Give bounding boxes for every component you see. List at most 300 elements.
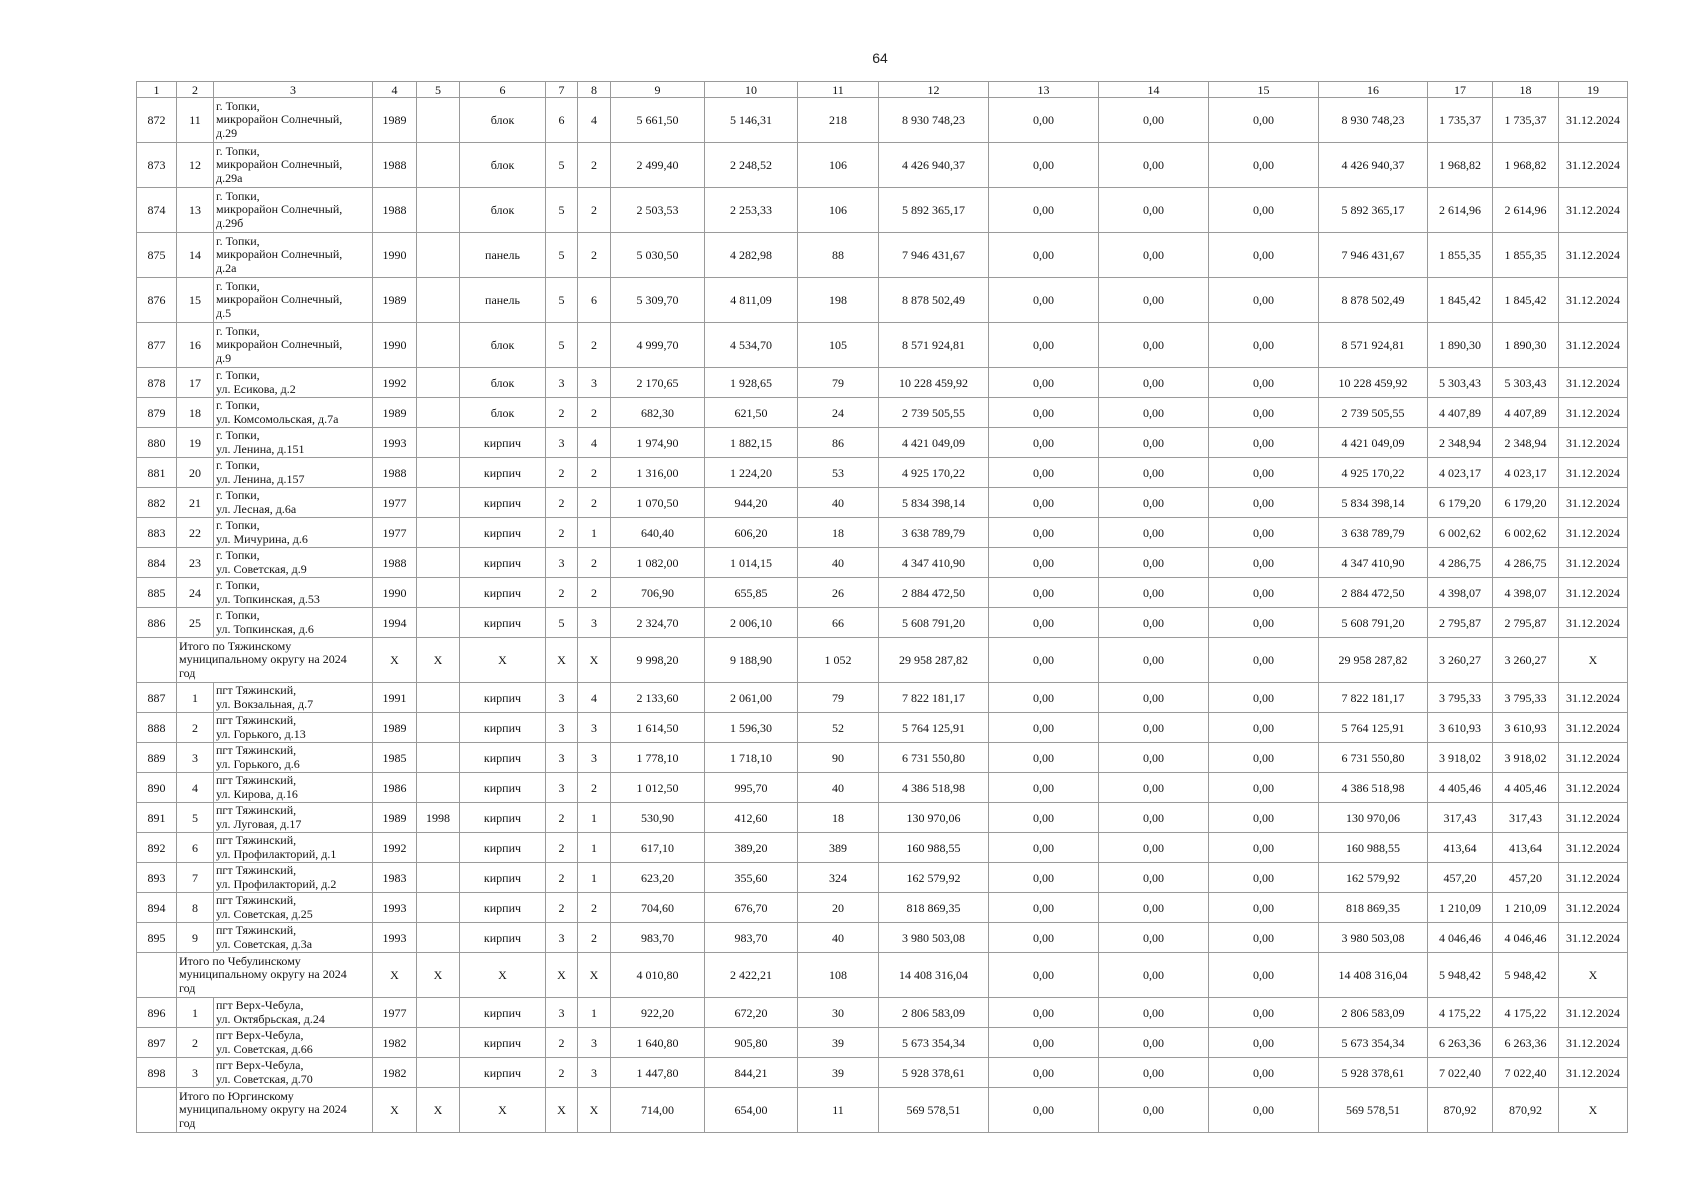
value-cell-6: кирпич <box>460 518 546 548</box>
value-cell-16: 3 638 789,79 <box>1319 518 1428 548</box>
value-cell-4: 1990 <box>373 323 417 368</box>
value-cell-8: 4 <box>578 428 611 458</box>
value-cell-6: кирпич <box>460 1058 546 1088</box>
row-number-cell: 894 <box>137 893 177 923</box>
value-cell-14: 0,00 <box>1099 143 1209 188</box>
row-number-cell: 878 <box>137 368 177 398</box>
value-cell-4: 1992 <box>373 368 417 398</box>
value-cell-13: 0,00 <box>989 518 1099 548</box>
table-body <box>137 98 1628 1133</box>
value-cell-16: 7 822 181,17 <box>1319 683 1428 713</box>
value-cell-11: 40 <box>798 488 879 518</box>
value-cell-13: 0,00 <box>989 428 1099 458</box>
value-cell-4: 1989 <box>373 398 417 428</box>
value-cell-11: 86 <box>798 428 879 458</box>
value-cell-4: 1993 <box>373 923 417 953</box>
value-cell-14: 0,00 <box>1099 863 1209 893</box>
column-header: 9 <box>611 82 705 98</box>
value-cell-17: 4 398,07 <box>1428 578 1493 608</box>
value-cell-19: 31.12.2024 <box>1559 743 1628 773</box>
value-cell-18: 317,43 <box>1493 803 1559 833</box>
value-cell-5: X <box>417 638 460 683</box>
row-index-cell: 1 <box>177 683 214 713</box>
value-cell-5 <box>417 233 460 278</box>
value-cell-11: 40 <box>798 773 879 803</box>
value-cell-5 <box>417 743 460 773</box>
value-cell-5 <box>417 188 460 233</box>
address-line: ул. Профилакторий, д.1 <box>216 846 337 861</box>
table-row <box>137 923 1628 953</box>
value-cell-10: 1 224,20 <box>705 458 798 488</box>
table-row <box>137 398 1628 428</box>
value-cell-16: 5 834 398,14 <box>1319 488 1428 518</box>
summary-spacer-cell <box>137 1088 177 1133</box>
value-cell-17: 5 948,42 <box>1428 953 1493 998</box>
value-cell-9: 5 309,70 <box>611 278 705 323</box>
value-cell-12: 4 386 518,98 <box>879 773 989 803</box>
value-cell-12: 3 638 789,79 <box>879 518 989 548</box>
value-cell-9: 1 082,00 <box>611 548 705 578</box>
value-cell-4: 1991 <box>373 683 417 713</box>
value-cell-5 <box>417 773 460 803</box>
value-cell-11: 20 <box>798 893 879 923</box>
address-cell <box>214 713 373 743</box>
value-cell-11: 105 <box>798 323 879 368</box>
value-cell-11: 40 <box>798 548 879 578</box>
summary-label-line: муниципальному округу на 2024 <box>179 652 347 667</box>
summary-label-line: год <box>179 980 196 995</box>
value-cell-15: 0,00 <box>1209 548 1319 578</box>
value-cell-8: 2 <box>578 323 611 368</box>
value-cell-12: 5 928 378,61 <box>879 1058 989 1088</box>
value-cell-15: 0,00 <box>1209 923 1319 953</box>
column-header: 15 <box>1209 82 1319 98</box>
row-index-cell: 17 <box>177 368 214 398</box>
value-cell-14: 0,00 <box>1099 368 1209 398</box>
summary-label-cell <box>177 638 373 683</box>
value-cell-8: 2 <box>578 233 611 278</box>
value-cell-5 <box>417 578 460 608</box>
address-line: д.2а <box>216 260 237 275</box>
value-cell-5 <box>417 428 460 458</box>
value-cell-7: 3 <box>546 923 578 953</box>
summary-label-line: год <box>179 665 196 680</box>
address-cell <box>214 578 373 608</box>
value-cell-17: 5 303,43 <box>1428 368 1493 398</box>
value-cell-11: 108 <box>798 953 879 998</box>
address-cell <box>214 518 373 548</box>
value-cell-4: 1986 <box>373 773 417 803</box>
row-number-cell: 885 <box>137 578 177 608</box>
value-cell-15: 0,00 <box>1209 953 1319 998</box>
address-line: д.5 <box>216 305 232 320</box>
value-cell-19: 31.12.2024 <box>1559 518 1628 548</box>
value-cell-9: 1 070,50 <box>611 488 705 518</box>
value-cell-9: 983,70 <box>611 923 705 953</box>
column-header: 6 <box>460 82 546 98</box>
value-cell-10: 1 718,10 <box>705 743 798 773</box>
address-line: д.29а <box>216 170 243 185</box>
value-cell-7: 2 <box>546 833 578 863</box>
value-cell-17: 4 405,46 <box>1428 773 1493 803</box>
value-cell-10: 944,20 <box>705 488 798 518</box>
value-cell-19: 31.12.2024 <box>1559 98 1628 143</box>
value-cell-14: 0,00 <box>1099 608 1209 638</box>
value-cell-10: 2 253,33 <box>705 188 798 233</box>
value-cell-7: 2 <box>546 458 578 488</box>
value-cell-13: 0,00 <box>989 548 1099 578</box>
table-row <box>137 323 1628 368</box>
address-line: г. Топки, <box>216 188 260 203</box>
address-line: ул. Лесная, д.6а <box>216 501 297 516</box>
value-cell-16: 4 386 518,98 <box>1319 773 1428 803</box>
value-cell-19: 31.12.2024 <box>1559 803 1628 833</box>
row-index-cell: 3 <box>177 743 214 773</box>
value-cell-10: 606,20 <box>705 518 798 548</box>
summary-label-line: год <box>179 1115 196 1130</box>
value-cell-7: 3 <box>546 548 578 578</box>
value-cell-7: 5 <box>546 188 578 233</box>
row-number-cell: 893 <box>137 863 177 893</box>
value-cell-16: 2 806 583,09 <box>1319 998 1428 1028</box>
value-cell-14: 0,00 <box>1099 398 1209 428</box>
address-line: г. Топки, <box>216 143 260 158</box>
value-cell-12: 5 673 354,34 <box>879 1028 989 1058</box>
value-cell-7: 2 <box>546 578 578 608</box>
table-row <box>137 233 1628 278</box>
value-cell-8: 2 <box>578 458 611 488</box>
value-cell-15: 0,00 <box>1209 143 1319 188</box>
table-row <box>137 548 1628 578</box>
value-cell-4: X <box>373 638 417 683</box>
summary-label-line: Итого по Тяжинскому <box>179 638 292 653</box>
address-line: ул. Горького, д.13 <box>216 726 306 741</box>
value-cell-15: 0,00 <box>1209 773 1319 803</box>
value-cell-18: 6 263,36 <box>1493 1028 1559 1058</box>
value-cell-13: 0,00 <box>989 233 1099 278</box>
address-line: ул. Профилакторий, д.2 <box>216 876 337 891</box>
value-cell-18: 5 303,43 <box>1493 368 1559 398</box>
value-cell-6: кирпич <box>460 803 546 833</box>
value-cell-16: 4 925 170,22 <box>1319 458 1428 488</box>
row-number-cell: 879 <box>137 398 177 428</box>
value-cell-19: 31.12.2024 <box>1559 233 1628 278</box>
value-cell-15: 0,00 <box>1209 833 1319 863</box>
value-cell-15: 0,00 <box>1209 428 1319 458</box>
row-index-cell: 25 <box>177 608 214 638</box>
address-line: ул. Комсомольская, д.7а <box>216 411 339 426</box>
value-cell-4: 1989 <box>373 803 417 833</box>
address-cell <box>214 398 373 428</box>
value-cell-18: 2 348,94 <box>1493 428 1559 458</box>
value-cell-19: 31.12.2024 <box>1559 1028 1628 1058</box>
address-line: г. Топки, <box>216 578 260 592</box>
address-line: пгт Тяжинский, <box>216 923 297 937</box>
row-number-cell: 890 <box>137 773 177 803</box>
value-cell-13: 0,00 <box>989 323 1099 368</box>
value-cell-6: кирпич <box>460 833 546 863</box>
value-cell-18: 4 023,17 <box>1493 458 1559 488</box>
summary-label-cell <box>177 1088 373 1133</box>
value-cell-17: 3 610,93 <box>1428 713 1493 743</box>
address-line: ул. Мичурина, д.6 <box>216 531 308 546</box>
value-cell-14: 0,00 <box>1099 278 1209 323</box>
table-row <box>137 1028 1628 1058</box>
row-index-cell: 18 <box>177 398 214 428</box>
column-header: 1 <box>137 82 177 98</box>
row-index-cell: 24 <box>177 578 214 608</box>
table-row <box>137 683 1628 713</box>
row-index-cell: 9 <box>177 923 214 953</box>
value-cell-19: 31.12.2024 <box>1559 188 1628 233</box>
value-cell-12: 2 739 505,55 <box>879 398 989 428</box>
row-number-cell: 887 <box>137 683 177 713</box>
value-cell-8: 3 <box>578 1028 611 1058</box>
value-cell-10: 654,00 <box>705 1088 798 1133</box>
value-cell-9: 623,20 <box>611 863 705 893</box>
column-header: 17 <box>1428 82 1493 98</box>
row-index-cell: 2 <box>177 713 214 743</box>
value-cell-13: 0,00 <box>989 578 1099 608</box>
address-cell <box>214 233 373 278</box>
value-cell-19: 31.12.2024 <box>1559 428 1628 458</box>
value-cell-5 <box>417 98 460 143</box>
value-cell-15: 0,00 <box>1209 608 1319 638</box>
value-cell-18: 3 918,02 <box>1493 743 1559 773</box>
value-cell-6: кирпич <box>460 998 546 1028</box>
value-cell-5 <box>417 488 460 518</box>
value-cell-19: 31.12.2024 <box>1559 1058 1628 1088</box>
address-line: г. Топки, <box>216 398 260 412</box>
value-cell-19: 31.12.2024 <box>1559 863 1628 893</box>
value-cell-9: 1 778,10 <box>611 743 705 773</box>
value-cell-14: 0,00 <box>1099 488 1209 518</box>
value-cell-6: кирпич <box>460 923 546 953</box>
value-cell-17: 317,43 <box>1428 803 1493 833</box>
value-cell-13: 0,00 <box>989 1088 1099 1133</box>
value-cell-5 <box>417 518 460 548</box>
address-line: пгт Верх-Чебула, <box>216 1058 304 1072</box>
value-cell-14: 0,00 <box>1099 188 1209 233</box>
value-cell-12: 4 421 049,09 <box>879 428 989 458</box>
value-cell-8: 2 <box>578 893 611 923</box>
address-line: пгт Тяжинский, <box>216 683 297 697</box>
value-cell-8: 4 <box>578 98 611 143</box>
value-cell-6: блок <box>460 98 546 143</box>
value-cell-11: 24 <box>798 398 879 428</box>
value-cell-4: 1989 <box>373 278 417 323</box>
value-cell-14: 0,00 <box>1099 833 1209 863</box>
row-index-cell: 2 <box>177 1028 214 1058</box>
value-cell-8: 1 <box>578 833 611 863</box>
value-cell-19: X <box>1559 1088 1628 1133</box>
address-line: г. Топки, <box>216 428 260 442</box>
value-cell-12: 4 347 410,90 <box>879 548 989 578</box>
address-line: пгт Тяжинский, <box>216 743 297 757</box>
page-number: 64 <box>872 50 888 66</box>
value-cell-14: 0,00 <box>1099 743 1209 773</box>
value-cell-6: блок <box>460 188 546 233</box>
value-cell-15: 0,00 <box>1209 278 1319 323</box>
value-cell-15: 0,00 <box>1209 398 1319 428</box>
value-cell-7: 5 <box>546 278 578 323</box>
summary-row <box>137 1088 1628 1133</box>
value-cell-13: 0,00 <box>989 368 1099 398</box>
value-cell-11: 106 <box>798 143 879 188</box>
address-line: ул. Топкинская, д.53 <box>216 591 320 606</box>
row-number-cell: 882 <box>137 488 177 518</box>
value-cell-19: 31.12.2024 <box>1559 458 1628 488</box>
value-cell-12: 160 988,55 <box>879 833 989 863</box>
value-cell-9: 1 447,80 <box>611 1058 705 1088</box>
value-cell-9: 5 661,50 <box>611 98 705 143</box>
value-cell-10: 355,60 <box>705 863 798 893</box>
value-cell-4: 1989 <box>373 713 417 743</box>
address-cell <box>214 548 373 578</box>
address-line: микрорайон Солнечный, <box>216 112 343 127</box>
value-cell-5 <box>417 398 460 428</box>
address-line: г. Топки, <box>216 368 260 382</box>
summary-label-line: Итого по Юргинскому <box>179 1088 294 1103</box>
address-cell <box>214 323 373 368</box>
address-line: г. Топки, <box>216 548 260 562</box>
value-cell-17: 1 968,82 <box>1428 143 1493 188</box>
value-cell-6: кирпич <box>460 428 546 458</box>
address-cell <box>214 488 373 518</box>
row-number-cell: 886 <box>137 608 177 638</box>
value-cell-10: 2 006,10 <box>705 608 798 638</box>
value-cell-6: кирпич <box>460 488 546 518</box>
row-number-cell: 898 <box>137 1058 177 1088</box>
value-cell-19: 31.12.2024 <box>1559 833 1628 863</box>
value-cell-15: 0,00 <box>1209 638 1319 683</box>
value-cell-13: 0,00 <box>989 398 1099 428</box>
value-cell-19: 31.12.2024 <box>1559 923 1628 953</box>
row-number-cell: 881 <box>137 458 177 488</box>
value-cell-9: 9 998,20 <box>611 638 705 683</box>
address-line: г. Топки, <box>216 458 260 472</box>
value-cell-5: X <box>417 1088 460 1133</box>
value-cell-4: 1994 <box>373 608 417 638</box>
value-cell-7: 3 <box>546 428 578 458</box>
value-cell-4: 1989 <box>373 98 417 143</box>
value-cell-12: 5 764 125,91 <box>879 713 989 743</box>
value-cell-16: 5 892 365,17 <box>1319 188 1428 233</box>
row-number-cell: 892 <box>137 833 177 863</box>
value-cell-11: 30 <box>798 998 879 1028</box>
table-row <box>137 893 1628 923</box>
value-cell-8: 3 <box>578 743 611 773</box>
value-cell-7: X <box>546 638 578 683</box>
value-cell-9: 1 614,50 <box>611 713 705 743</box>
value-cell-4: 1988 <box>373 548 417 578</box>
table-row <box>137 803 1628 833</box>
value-cell-4: 1977 <box>373 518 417 548</box>
row-number-cell: 896 <box>137 998 177 1028</box>
summary-label-line: муниципальному округу на 2024 <box>179 1102 347 1117</box>
value-cell-12: 6 731 550,80 <box>879 743 989 773</box>
address-line: г. Топки, <box>216 98 260 113</box>
value-cell-17: 457,20 <box>1428 863 1493 893</box>
address-line: пгт Верх-Чебула, <box>216 1028 304 1042</box>
address-line: ул. Ленина, д.151 <box>216 441 305 456</box>
address-line: ул. Советская, д.3а <box>216 936 313 951</box>
value-cell-16: 2 739 505,55 <box>1319 398 1428 428</box>
address-cell <box>214 608 373 638</box>
value-cell-16: 3 980 503,08 <box>1319 923 1428 953</box>
value-cell-13: 0,00 <box>989 458 1099 488</box>
value-cell-15: 0,00 <box>1209 803 1319 833</box>
value-cell-4: 1988 <box>373 188 417 233</box>
address-line: г. Топки, <box>216 488 260 502</box>
table-row <box>137 98 1628 143</box>
address-line: д.29 <box>216 125 238 140</box>
address-line: ул. Горького, д.6 <box>216 756 300 771</box>
row-number-cell: 888 <box>137 713 177 743</box>
value-cell-18: 1 890,30 <box>1493 323 1559 368</box>
value-cell-12: 4 426 940,37 <box>879 143 989 188</box>
value-cell-10: 983,70 <box>705 923 798 953</box>
value-cell-19: X <box>1559 953 1628 998</box>
value-cell-6: кирпич <box>460 773 546 803</box>
address-line: ул. Ленина, д.157 <box>216 471 305 486</box>
row-number-cell: 876 <box>137 278 177 323</box>
value-cell-7: 5 <box>546 233 578 278</box>
value-cell-11: 52 <box>798 713 879 743</box>
value-cell-4: 1988 <box>373 458 417 488</box>
column-header: 12 <box>879 82 989 98</box>
value-cell-4: 1985 <box>373 743 417 773</box>
value-cell-4: 1993 <box>373 893 417 923</box>
value-cell-17: 1 855,35 <box>1428 233 1493 278</box>
value-cell-15: 0,00 <box>1209 458 1319 488</box>
value-cell-13: 0,00 <box>989 833 1099 863</box>
table-row <box>137 518 1628 548</box>
value-cell-4: 1977 <box>373 488 417 518</box>
value-cell-17: 2 614,96 <box>1428 188 1493 233</box>
address-cell <box>214 143 373 188</box>
value-cell-10: 4 811,09 <box>705 278 798 323</box>
value-cell-16: 4 421 049,09 <box>1319 428 1428 458</box>
value-cell-19: 31.12.2024 <box>1559 713 1628 743</box>
value-cell-18: 457,20 <box>1493 863 1559 893</box>
row-index-cell: 12 <box>177 143 214 188</box>
value-cell-13: 0,00 <box>989 998 1099 1028</box>
value-cell-17: 4 175,22 <box>1428 998 1493 1028</box>
value-cell-14: 0,00 <box>1099 323 1209 368</box>
address-line: пгт Тяжинский, <box>216 833 297 847</box>
value-cell-6: X <box>460 638 546 683</box>
value-cell-16: 4 426 940,37 <box>1319 143 1428 188</box>
value-cell-13: 0,00 <box>989 893 1099 923</box>
value-cell-15: 0,00 <box>1209 323 1319 368</box>
value-cell-11: 39 <box>798 1028 879 1058</box>
value-cell-14: 0,00 <box>1099 428 1209 458</box>
value-cell-11: 26 <box>798 578 879 608</box>
value-cell-16: 29 958 287,82 <box>1319 638 1428 683</box>
row-index-cell: 4 <box>177 773 214 803</box>
value-cell-15: 0,00 <box>1209 1028 1319 1058</box>
row-index-cell: 6 <box>177 833 214 863</box>
value-cell-13: 0,00 <box>989 773 1099 803</box>
value-cell-8: 3 <box>578 368 611 398</box>
value-cell-8: 4 <box>578 683 611 713</box>
value-cell-14: 0,00 <box>1099 1028 1209 1058</box>
value-cell-14: 0,00 <box>1099 953 1209 998</box>
value-cell-4: 1992 <box>373 833 417 863</box>
value-cell-14: 0,00 <box>1099 893 1209 923</box>
value-cell-12: 5 892 365,17 <box>879 188 989 233</box>
